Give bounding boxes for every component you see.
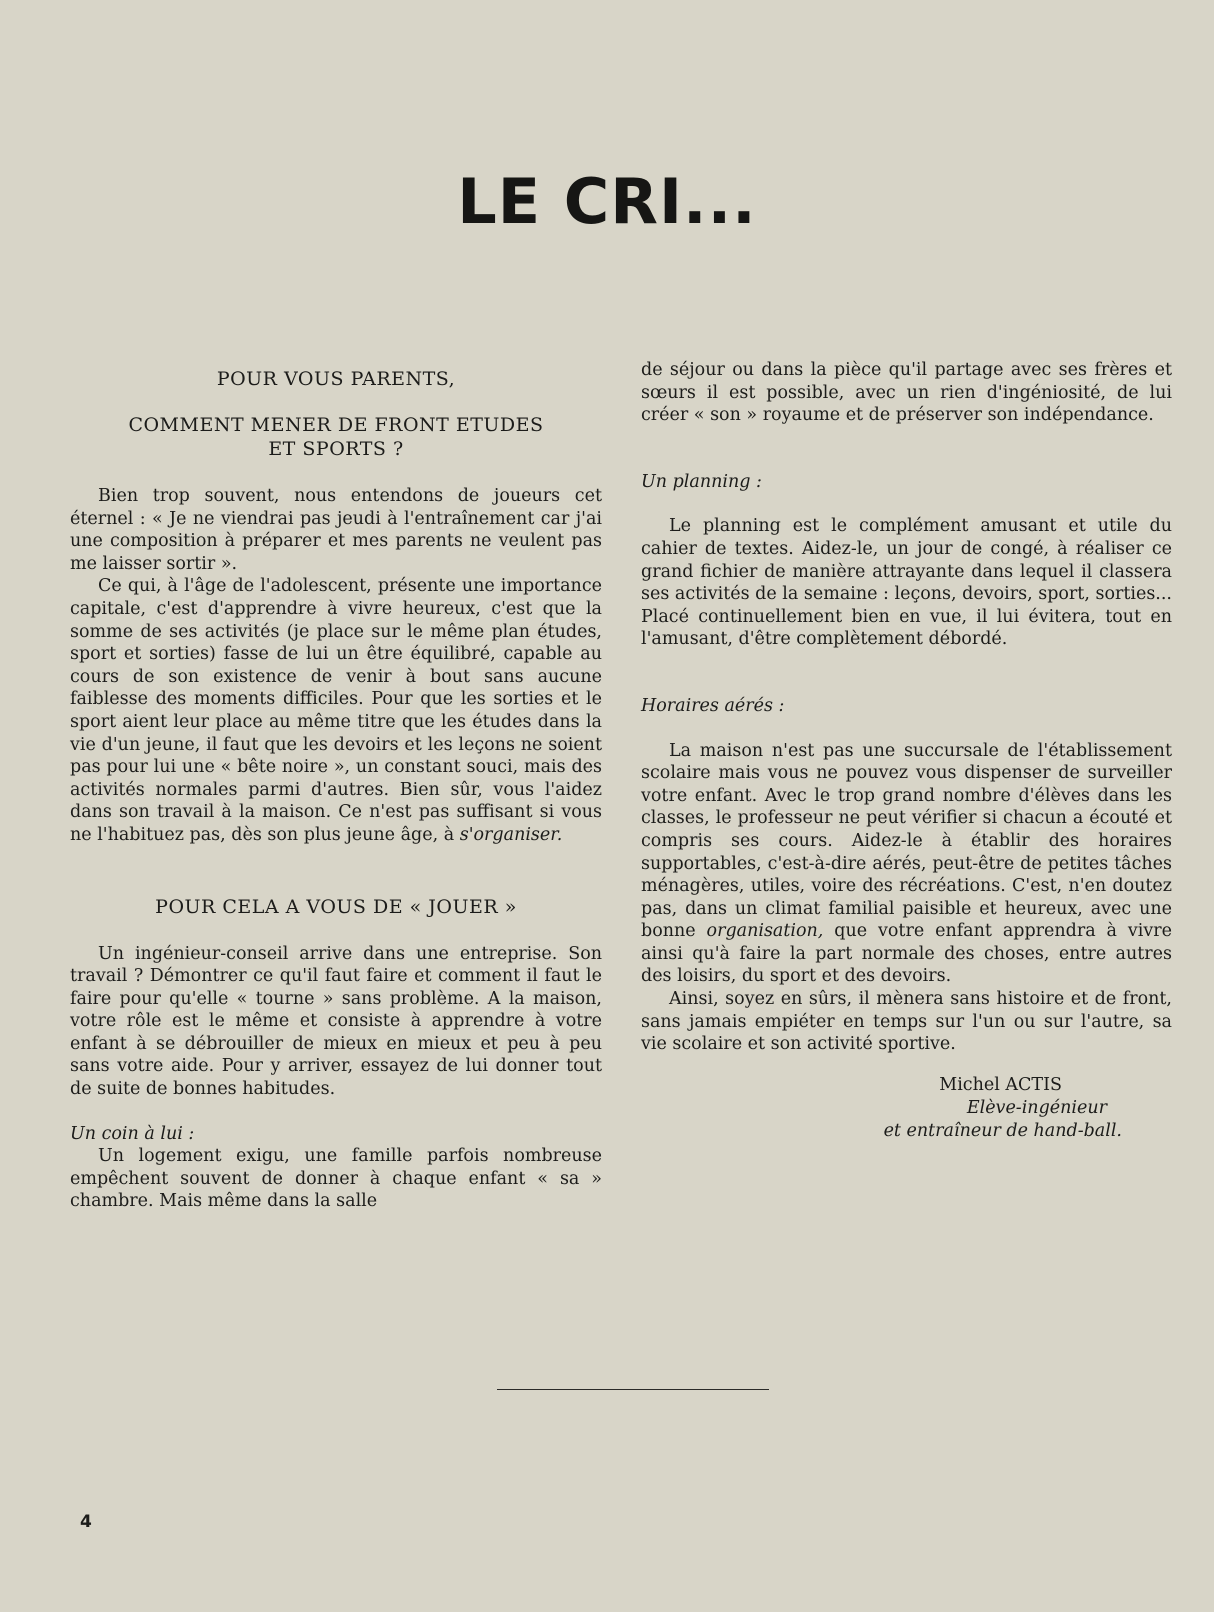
paragraph-maison-text-a: La maison n'est pas une succursale de l'établissement scolaire mais vous ne pouvez vous dispenser de surveiller votre enfant. Avec le trop grand nombre d'élèves dans les classes, le professeur ne peut vérifier si chacun a écouté et compris ses cours. Aidez-le à établir des horaires supportables, c'est-à-dire aérés, peut-être de petites tâches ménagères, utiles, voire des récréations. C'est, n'en doutez pas, dans un climat familial paisible et heureux, avec une bonne: [641, 740, 1172, 942]
author-name: Michel ACTIS: [939, 1074, 1062, 1095]
paragraph-adolescent: [70, 575, 602, 846]
paragraph-maison-text-b: que votre enfant apprendra à vivre ainsi qu'à faire la part normale des choses, entre autres des loisirs, du sport et des devoirs.: [641, 921, 1172, 987]
emphasis-organisation: organisation,: [706, 921, 824, 942]
paragraph-logement: Un logement exigu, une famille parfois nombreuse empêchent souvent de donner à chaque enfant « sa » chambre. Mais même dans la salle: [70, 1146, 602, 1212]
page-number: 4: [80, 1512, 92, 1532]
paragraph-sejour: de séjour ou dans la pièce qu'il partage avec ses frères et sœurs il est possible, avec un rien d'ingéniosité, de lui créer « son » royaume et de préserver son indépendance.: [641, 360, 1172, 426]
author-role-2: et entraîneur de hand-ball.: [883, 1120, 1122, 1141]
left-column: [70, 367, 602, 1213]
paragraph-conclusion: Ainsi, soyez en sûrs, il mènera sans histoire et de front, sans jamais empiéter en temps sur l'un ou sur l'autre, sa vie scolaire et son activité sportive.: [641, 989, 1172, 1055]
page-title: LE CRI...: [457, 165, 757, 238]
paragraph-adolescent-text: Ce qui, à l'âge de l'adolescent, présente une importance capitale, c'est d'apprendre à vivre heureux, c'est que la somme de ses activités (je place sur le même plan études, sport et sorties) fasse de lui un être équilibré, capable au cours de son existence de venir à bout sans aucune faiblesse des moments difficiles. Pour que les sorties et le sport aient leur place au même titre que les études dans la vie d'un jeune, il faut que les devoirs et les leçons ne soient pas pour lui une « bête noire », un constant souci, mais des activités normales parmi d'autres. Bien sûr, vous l'aidez dans son travail à la maison. Ce n'est pas suffisant si vous ne l'habituez pas, dès son plus jeune âge, à: [70, 576, 602, 845]
subheading-coin: Un coin à lui :: [70, 1123, 195, 1144]
emphasis-organiser: s'organiser.: [459, 824, 563, 845]
paragraph-maison: [641, 740, 1172, 989]
heading-question-line2: ET SPORTS ?: [268, 438, 404, 460]
subheading-planning: Un planning :: [641, 471, 762, 492]
author-role: Elève-ingénieur: [966, 1097, 1107, 1118]
section-divider: [497, 1389, 769, 1390]
paragraph-planning: Le planning est le complément amusant et utile du cahier de textes. Aidez-le, un jour de congé, à réaliser ce grand fichier de manière attrayante dans lequel il classera ses activités de la semaine : leçons, devoirs, sport, sorties... Placé continuellement bien en vue, il lui évitera, tout en l'amusant, d'être complètement débordé.: [641, 516, 1172, 650]
paragraph-ingenieur: Un ingénieur-conseil arrive dans une entreprise. Son travail ? Démontrer ce qu'il faut faire et comment il faut le faire pour qu'elle « tourne » sans problème. A la maison, votre rôle est le même et consiste à apprendre à votre enfant à se débrouiller de mieux en mieux et peu à peu sans votre aide. Pour y arriver, essayez de lui donner tout de suite de bonnes habitudes.: [70, 943, 602, 1100]
paragraph-intro: Bien trop souvent, nous entendons de joueurs cet éternel : « Je ne viendrai pas jeudi à l'entraînement car j'ai une composition à préparer et mes parents ne veulent pas me laisser sortir ».: [70, 486, 602, 574]
subheading-horaires: Horaires aérés :: [641, 695, 785, 716]
signature: [641, 1074, 1172, 1143]
heading-jouer: POUR CELA A VOUS DE « JOUER »: [155, 895, 517, 918]
heading-parents: POUR VOUS PARENTS,: [216, 368, 456, 390]
right-column: [641, 359, 1172, 1143]
heading-question-line1: COMMENT MENER DE FRONT ETUDES: [128, 414, 544, 436]
